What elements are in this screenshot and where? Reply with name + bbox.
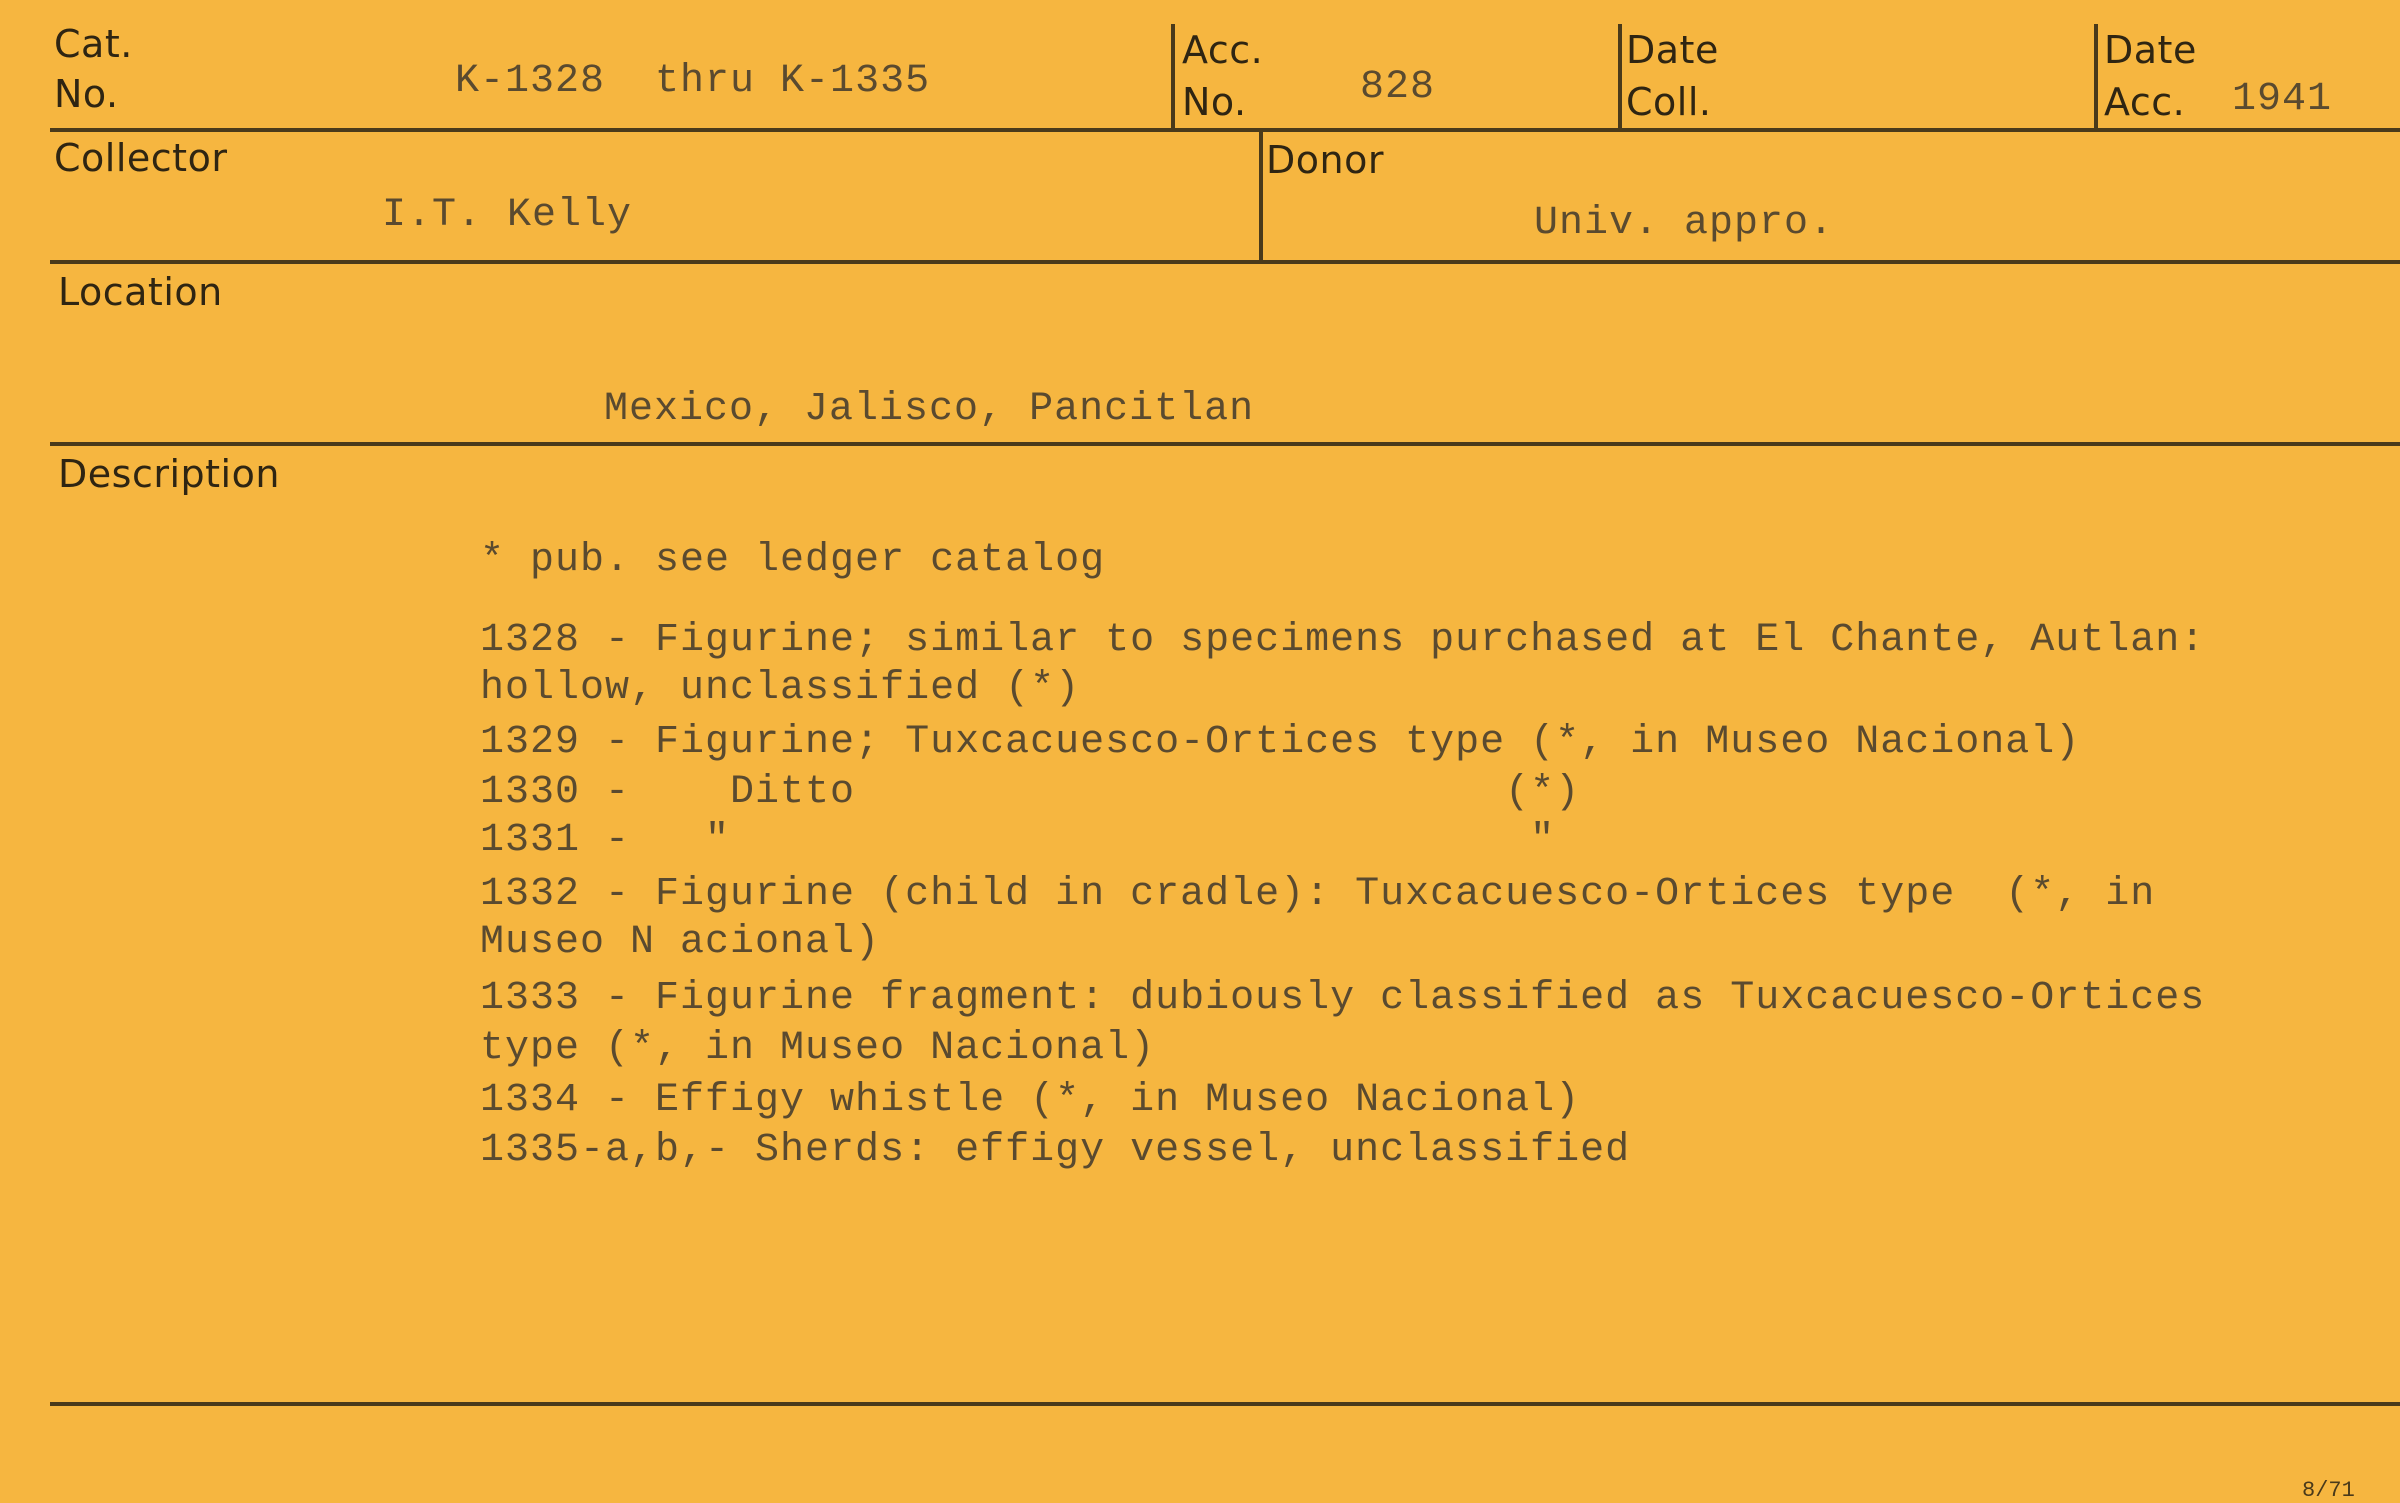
description-line: 1330 - Ditto (*) — [480, 770, 1581, 815]
no-label: No. — [54, 72, 119, 116]
collector-value: I.T. Kelly — [382, 193, 633, 238]
description-line: 1331 - " " — [480, 818, 1556, 863]
coll-label: Coll. — [1626, 80, 1712, 124]
description-label: Description — [58, 452, 280, 496]
acc2-label: Acc. — [2104, 80, 2186, 124]
cat-no-value: K-1328 thru K-1335 — [455, 59, 931, 104]
rule-collector — [50, 260, 2400, 264]
description-line: 1333 - Figurine fragment: dubiously classified as Tuxcacuesco-Ortices — [480, 976, 2206, 1021]
description-line: 1335-a,b,- Sherds: effigy vessel, unclassified — [480, 1128, 1631, 1173]
location-value: Mexico, Jalisco, Pancitlan — [604, 387, 1255, 432]
description-line: 1332 - Figurine (child in cradle): Tuxcacuesco-Ortices type (*, in — [480, 872, 2156, 917]
date-acc-value: 1941 — [2232, 77, 2333, 122]
rule-header — [50, 128, 2400, 132]
description-line: 1334 - Effigy whistle (*, in Museo Nacional) — [480, 1078, 1581, 1123]
acc-no-label: No. — [1182, 80, 1247, 124]
rule-bottom — [50, 1402, 2400, 1406]
donor-value: Univ. appro. — [1534, 201, 1835, 246]
divider-date-coll — [1618, 24, 1622, 132]
description-line: 1329 - Figurine; Tuxcacuesco-Ortices type (*, in Museo Nacional) — [480, 720, 2081, 765]
corner-note: 8/71 — [2302, 1478, 2355, 1503]
description-line: Museo N acional) — [480, 920, 881, 965]
location-label: Location — [58, 270, 223, 314]
divider-donor — [1259, 130, 1263, 264]
description-line: * pub. see ledger catalog — [480, 538, 1106, 583]
rule-location — [50, 442, 2400, 446]
acc-label: Acc. — [1182, 28, 1264, 72]
description-line: type (*, in Museo Nacional) — [480, 1026, 1156, 1071]
donor-label: Donor — [1266, 138, 1384, 182]
collector-label: Collector — [54, 136, 228, 180]
date-label: Date — [1626, 28, 1719, 72]
divider-date-acc — [2094, 24, 2098, 132]
date2-label: Date — [2104, 28, 2197, 72]
cat-label: Cat. — [54, 22, 133, 66]
description-line: hollow, unclassified (*) — [480, 666, 1081, 711]
divider-acc — [1171, 24, 1175, 132]
description-line: 1328 - Figurine; similar to specimens purchased at El Chante, Autlan: — [480, 618, 2206, 663]
acc-no-value: 828 — [1360, 65, 1436, 110]
